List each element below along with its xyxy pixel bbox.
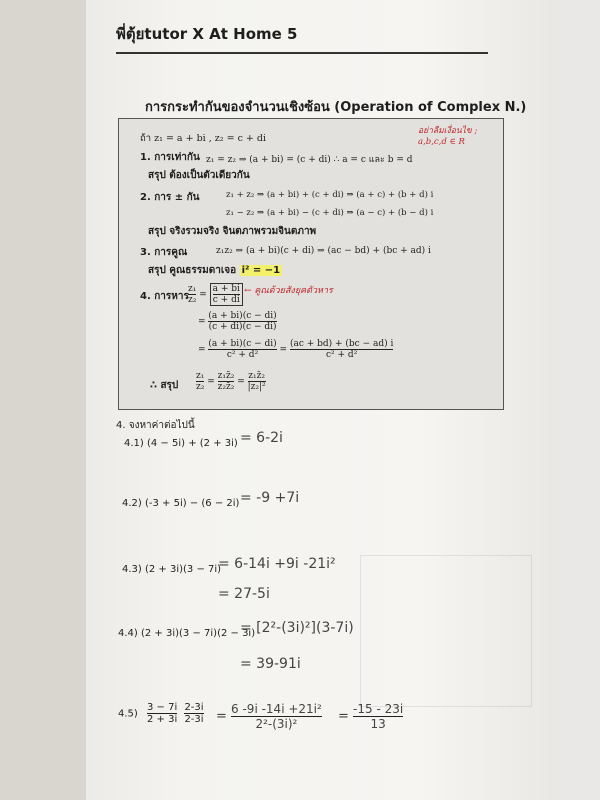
item2-math-diff: z₁ − z₂ ⇒ (a + bi) − (c + di) ⇒ (a − c) + (b − d) i — [226, 208, 434, 218]
conjugate-note: ← คูณด้วยสังยุคตัวหาร — [244, 286, 333, 296]
question-4-1: 4.1) (4 − 5i) + (2 + 3i) — [124, 438, 238, 449]
given-line: ถ้า z₁ = a + bi , z₂ = c + di — [140, 133, 267, 144]
item4-frac1: $\frac{\text{z₁}}{\text{z₂}}$ = $\frac{a + bi}{c + di}$ — [188, 283, 243, 306]
item3-label: 3. การคูณ — [140, 247, 188, 258]
summary-label: ∴ สรุป — [150, 380, 179, 391]
answer-4-3-step2: = 27-5i — [218, 586, 270, 602]
next-page-edge — [562, 0, 600, 800]
question-4-2: 4.2) (-3 + 5i) − (6 − 2i) — [122, 498, 240, 509]
answer-4-5-step1: = $\frac{\text{6 -9i -14i +21i²}}{\text{2²-(3i)²}}$ — [216, 702, 322, 731]
question-4-4: 4.4) (2 + 3i)(3 − 7i)(2 − 3i) — [118, 628, 256, 639]
answer-4-4-step2: = 39-91i — [240, 656, 301, 672]
item3-summary-row — [148, 263, 282, 278]
exercise-title: 4. จงหาค่าต่อไปนี้ — [116, 420, 195, 431]
answer-4-2: = -9 +7i — [240, 490, 300, 506]
item3-summary: สรุป คูณธรรมดาเจอ — [148, 265, 237, 276]
header-rule — [116, 52, 488, 54]
question-4-5: 4.5) $\frac{3 - 7i}{2 + 3i}$ $\frac{2-3i}{2-3i}$ — [118, 702, 204, 725]
item1-label: 1. การเท่ากัน — [140, 152, 200, 163]
item1-summary: สรุป ต้องเป็นตัวเดียวกัน — [148, 170, 250, 181]
item2-summary: สรุป จริงรวมจริง จินตภาพรวมจินตภาพ — [148, 226, 317, 237]
item2-label: 2. การ ± กัน — [140, 192, 200, 203]
answer-4-4-step1: = [2²-(3i)²](3-7i) — [240, 620, 354, 636]
answer-4-3-step1: = 6-14i +9i -21i² — [218, 556, 336, 572]
item4-label: 4. การหาร — [140, 291, 189, 302]
condition-note: อย่าลืมเงื่อนไข ; a,b,c,d ∈ R — [418, 126, 478, 147]
item4-step3: = $\frac{(a + bi)(c - di)}{\text{c² + d²}}$ = $\frac{(ac + bd) + (bc - ad) i}{\text{c² + d²}}$ — [198, 339, 394, 360]
section-title: การกระทำกันของจำนวนเชิงซ้อน (Operation of Complex N.) — [145, 100, 527, 115]
answer-4-1: = 6-2i — [240, 430, 283, 446]
show-through-table — [360, 555, 532, 707]
item1-math: z₁ = z₂ ⇒ (a + bi) = (c + di) ∴ a = c และ b = d — [206, 155, 413, 165]
summary-formula: $\frac{\text{z₁}}{\text{z₂}}$ = $\frac{\text{z₁z̄₂}}{\text{z₂z̄₂}}$ = $\frac{\text{z₁z̄₂}}{\text{|z₂|²}}$ — [196, 371, 266, 392]
answer-4-5-step2: = $\frac{-15 - 23i}{13}$ — [338, 702, 404, 731]
i-squared-highlight: i² = −1 — [241, 265, 281, 276]
item3-math: z₁z₂ ⇒ (a + bi)(c + di) ⇒ (ac − bd) + (bc + ad) i — [216, 246, 431, 256]
item4-step2: = $\frac{(a + bi)(c - di)}{(c + di)(c - di)}$ — [198, 311, 277, 332]
question-4-3: 4.3) (2 + 3i)(3 − 7i) — [122, 564, 222, 575]
item2-math-sum: z₁ + z₂ ⇒ (a + bi) + (c + di) ⇒ (a + c) + (b + d) i — [226, 190, 434, 200]
page-header: พี่ตุ้ยtutor X At Home 5 — [116, 25, 298, 43]
